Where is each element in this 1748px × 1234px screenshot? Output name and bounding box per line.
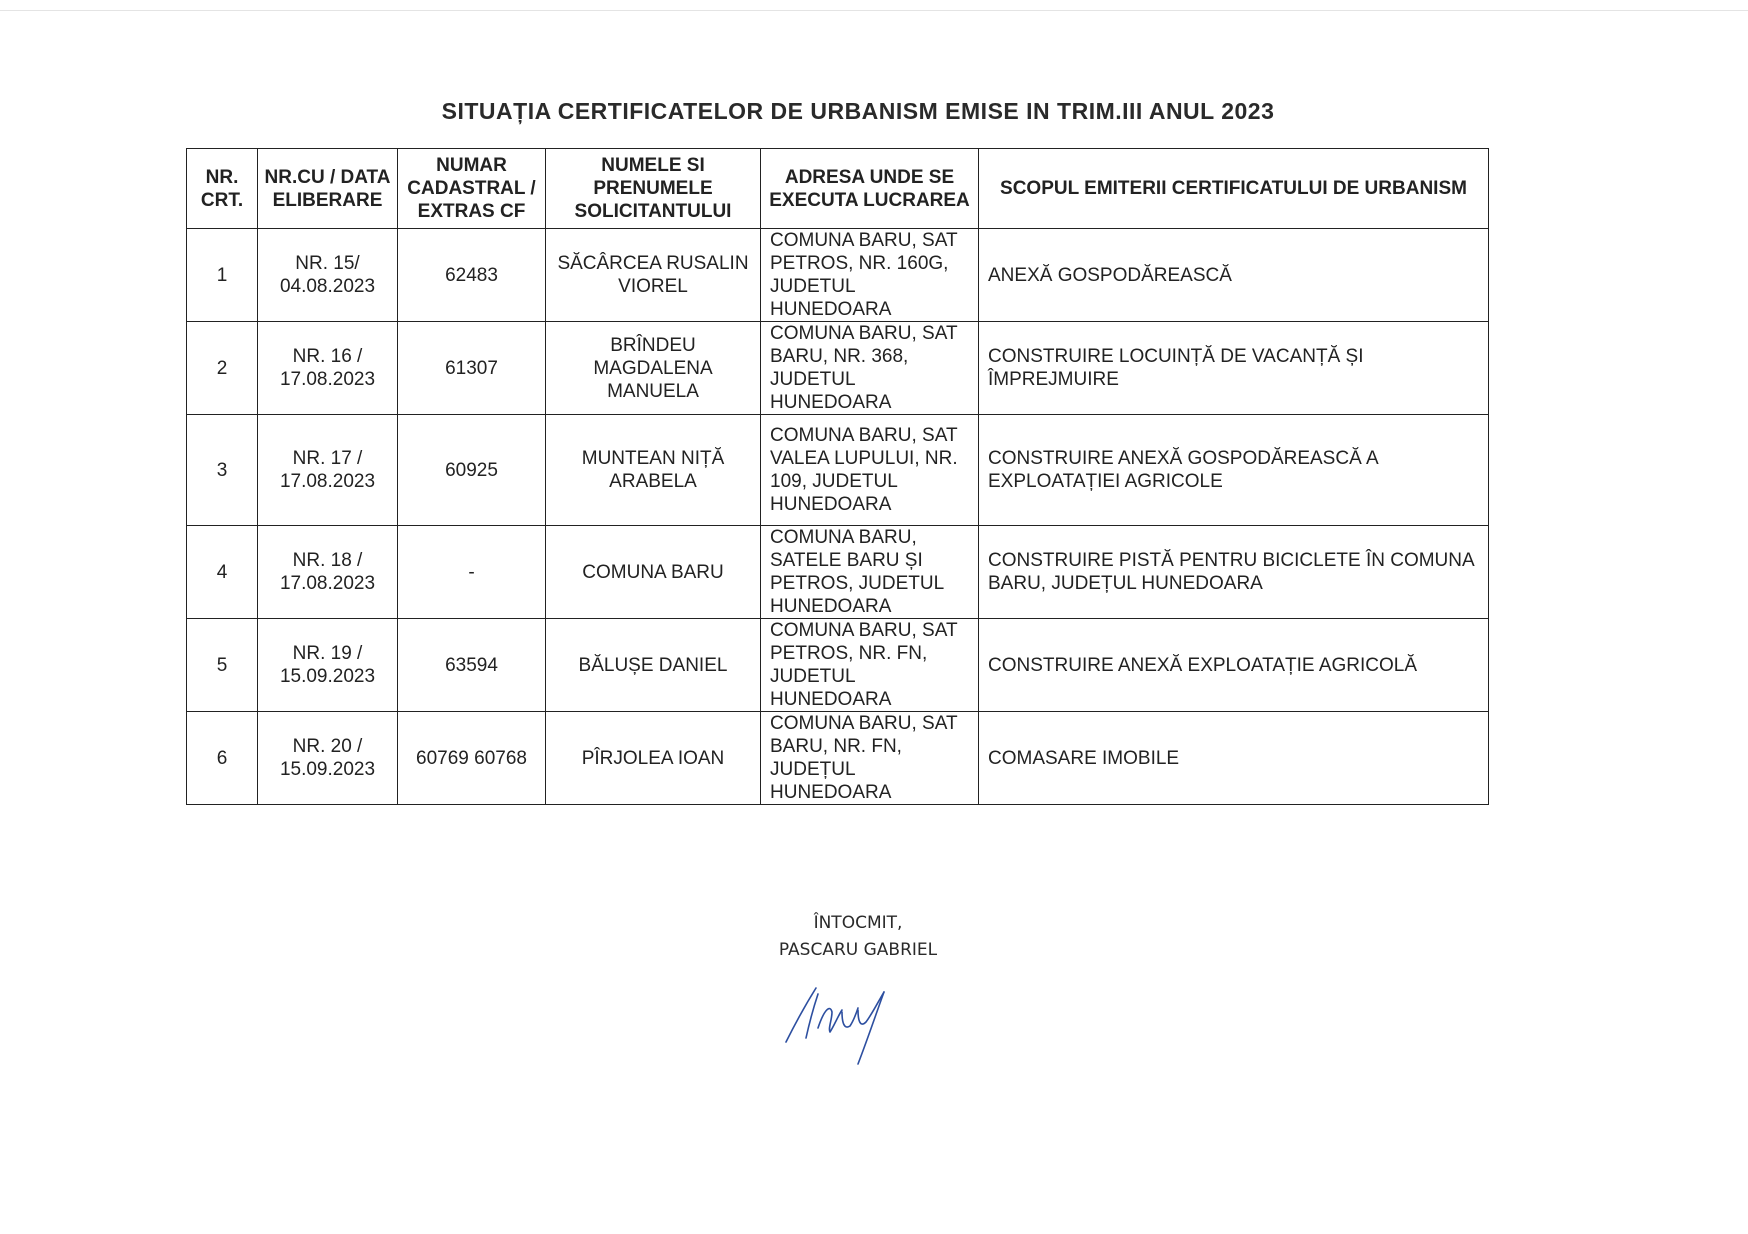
- cell-cadastral: 62483: [398, 229, 546, 322]
- cell-cu: NR. 15/ 04.08.2023: [258, 229, 398, 322]
- cell-scop: CONSTRUIRE LOCUINȚĂ DE VACANȚĂ ȘI ÎMPREJMUIRE: [979, 322, 1489, 415]
- cell-nr: 4: [187, 526, 258, 619]
- cell-nr: 5: [187, 619, 258, 712]
- header-nr-cu: NR.CU / DATA ELIBERARE: [258, 149, 398, 229]
- cell-scop: CONSTRUIRE PISTĂ PENTRU BICICLETE ÎN COMUNA BARU, JUDEȚUL HUNEDOARA: [979, 526, 1489, 619]
- cell-solicitant: BRÎNDEU MAGDALENA MANUELA: [546, 322, 761, 415]
- cell-scop: ANEXĂ GOSPODĂREASCĂ: [979, 229, 1489, 322]
- table-header-row: [187, 149, 1489, 229]
- header-solicitant: NUMELE SI PRENUMELE SOLICITANTULUI: [546, 149, 761, 229]
- cell-nr: 1: [187, 229, 258, 322]
- cell-cadastral: -: [398, 526, 546, 619]
- table-row: [187, 415, 1489, 526]
- header-scop: SCOPUL EMITERII CERTIFICATULUI DE URBANISM: [979, 149, 1489, 229]
- cell-adresa: COMUNA BARU, SAT BARU, NR. FN, JUDEȚUL HUNEDOARA: [761, 712, 979, 805]
- certificates-table: [186, 148, 1489, 805]
- header-nr-crt: NR. CRT.: [187, 149, 258, 229]
- cell-adresa: COMUNA BARU, SAT PETROS, NR. FN, JUDETUL HUNEDOARA: [761, 619, 979, 712]
- cell-scop: COMASARE IMOBILE: [979, 712, 1489, 805]
- cell-cu: NR. 16 / 17.08.2023: [258, 322, 398, 415]
- cell-solicitant: COMUNA BARU: [546, 526, 761, 619]
- cell-solicitant: BĂLUȘE DANIEL: [546, 619, 761, 712]
- cell-cadastral: 60925: [398, 415, 546, 526]
- cell-adresa: COMUNA BARU, SAT VALEA LUPULUI, NR. 109, JUDETUL HUNEDOARA: [761, 415, 979, 526]
- cell-solicitant: MUNTEAN NIȚĂ ARABELA: [546, 415, 761, 526]
- cell-solicitant: PÎRJOLEA IOAN: [546, 712, 761, 805]
- table-row: [187, 229, 1489, 322]
- header-adresa: ADRESA UNDE SE EXECUTA LUCRAREA: [761, 149, 979, 229]
- cell-solicitant: SĂCÂRCEA RUSALIN VIOREL: [546, 229, 761, 322]
- table-row: [187, 712, 1489, 805]
- scan-edge-line: [0, 10, 1748, 11]
- cell-cu: NR. 20 / 15.09.2023: [258, 712, 398, 805]
- header-cadastral: NUMAR CADASTRAL / EXTRAS CF: [398, 149, 546, 229]
- cell-cadastral: 63594: [398, 619, 546, 712]
- cell-cu: NR. 18 / 17.08.2023: [258, 526, 398, 619]
- cell-cu: NR. 19 / 15.09.2023: [258, 619, 398, 712]
- signature-label: ÎNTOCMIT,: [813, 913, 903, 933]
- cell-nr: 3: [187, 415, 258, 526]
- cell-scop: CONSTRUIRE ANEXĂ GOSPODĂREASCĂ A EXPLOATAȚIEI AGRICOLE: [979, 415, 1489, 526]
- cell-cadastral: 60769 60768: [398, 712, 546, 805]
- handwritten-signature-icon: [780, 976, 940, 1076]
- table-row: [187, 619, 1489, 712]
- cell-adresa: COMUNA BARU, SAT BARU, NR. 368, JUDETUL HUNEDOARA: [761, 322, 979, 415]
- document-title: SITUAȚIA CERTIFICATELOR DE URBANISM EMISE IN TRIM.III ANUL 2023: [441, 98, 1275, 124]
- table-row: [187, 322, 1489, 415]
- cell-cu: NR. 17 / 17.08.2023: [258, 415, 398, 526]
- signature-block: [700, 910, 1016, 964]
- cell-adresa: COMUNA BARU, SAT PETROS, NR. 160G, JUDETUL HUNEDOARA: [761, 229, 979, 322]
- cell-nr: 2: [187, 322, 258, 415]
- signatory-name: PASCARU GABRIEL: [778, 940, 938, 960]
- cell-adresa: COMUNA BARU, SATELE BARU ȘI PETROS, JUDETUL HUNEDOARA: [761, 526, 979, 619]
- cell-scop: CONSTRUIRE ANEXĂ EXPLOATAȚIE AGRICOLĂ: [979, 619, 1489, 712]
- table-row: [187, 526, 1489, 619]
- cell-nr: 6: [187, 712, 258, 805]
- cell-cadastral: 61307: [398, 322, 546, 415]
